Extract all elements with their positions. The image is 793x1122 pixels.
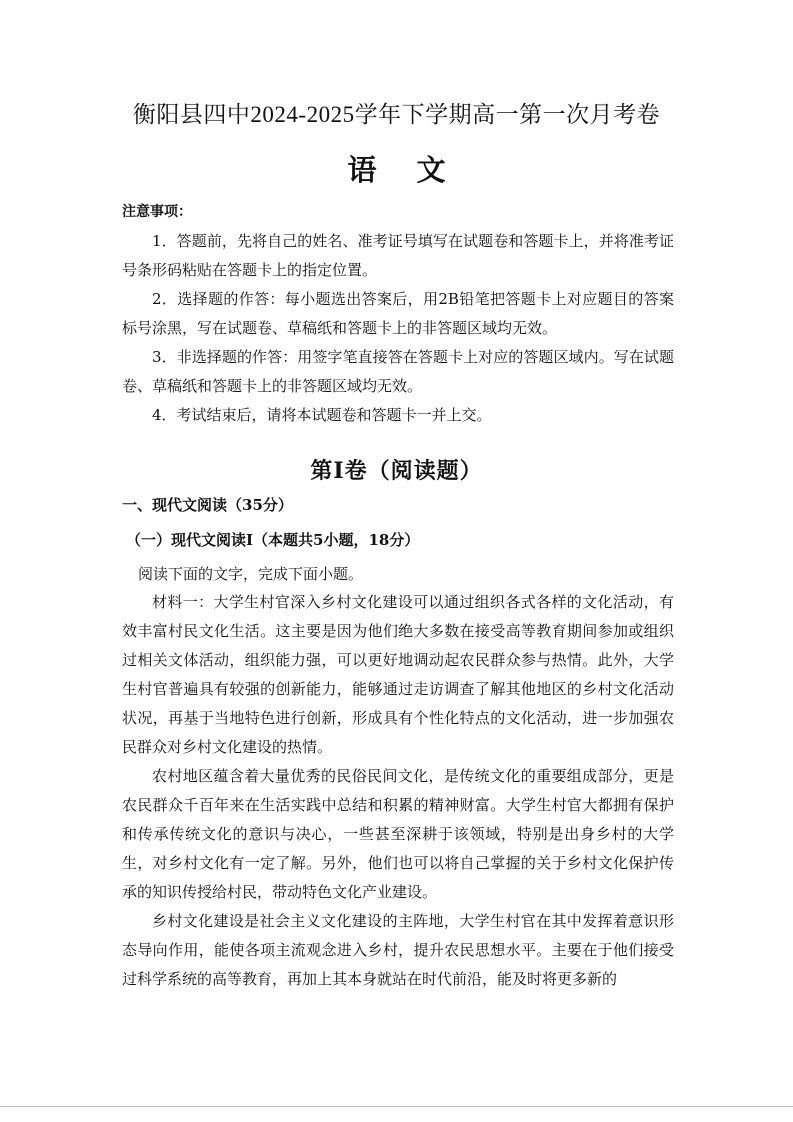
passage-paragraph: 农村地区蕴含着大量优秀的民俗民间文化，是传统文化的重要组成部分，更是农民群众千百年来在生活实践中总结和积累的精神财富。大学生村官大都拥有保护和传承传统文化的意识与决心，一些甚至深耕于该领域，特别是出身乡村的大学生，对乡村文化有一定了解。另外，他们也可以将自己掌握的关于乡村文化保护传承的知识传授给村民，带动特色文化产业建设。 — [122, 767, 674, 901]
subsection-title: （一）现代文阅读Ⅰ（本题共5小题，18分） — [126, 531, 420, 549]
page-bottom-rule — [0, 1106, 793, 1107]
passage — [122, 588, 674, 994]
notice-item: 3．非选择题的作答：用签字笔直接答在答题卡上对应的答题区域内。写在试题卷、草稿纸和答题卡上的非答题区域均无效。 — [122, 348, 674, 395]
notice-list — [122, 227, 674, 430]
notice-item: 2．选择题的作答：每小题选出答案后，用2B铅笔把答题卡上对应题目的答案标号涂黑，写在试题卷、草稿纸和答题卡上的非答题区域均无效。 — [122, 290, 674, 337]
subject-title: 语文 — [347, 153, 486, 187]
reading-instruction: 阅读下面的文字，完成下面小题。 — [138, 565, 364, 583]
exam-title: 衡阳县四中2024-2025学年下学期高一第一次月考卷 — [132, 102, 661, 127]
passage-paragraph: 材料一：大学生村官深入乡村文化建设可以通过组织各式各样的文化活动，有效丰富村民文化生活。这主要是因为他们绝大多数在接受高等教育期间参加或组织过相关文体活动，组织能力强，可以更好地调动起农民群众参与热情。此外，大学生村官普遍具有较强的创新能力，能够通过走访调查了解其他地区的乡村文化活动状况，再基于当地特色进行创新，形成具有个性化特点的文化活动，进一步加强农民群众对乡村文化建设的热情。 — [122, 593, 674, 756]
part-title: 第Ⅰ卷（阅读题） — [310, 458, 483, 484]
passage-paragraph: 乡村文化建设是社会主义文化建设的主阵地，大学生村官在其中发挥着意识形态导向作用，能使各项主流观念进入乡村，提升农民思想水平。主要在于他们接受过科学系统的高等教育，再加上其本身就站在时代前沿，能及时将更多新的 — [122, 912, 674, 988]
notice-item: 4．考试结束后，请将本试题卷和答题卡一并上交。 — [152, 406, 492, 424]
section-title: 一、现代文阅读（35分） — [122, 496, 293, 514]
notice-heading: 注意事项： — [122, 204, 192, 220]
notice-item: 1．答题前，先将自己的姓名、准考证号填写在试题卷和答题卡上，并将准考证号条形码粘贴在答题卡上的指定位置。 — [122, 232, 674, 279]
